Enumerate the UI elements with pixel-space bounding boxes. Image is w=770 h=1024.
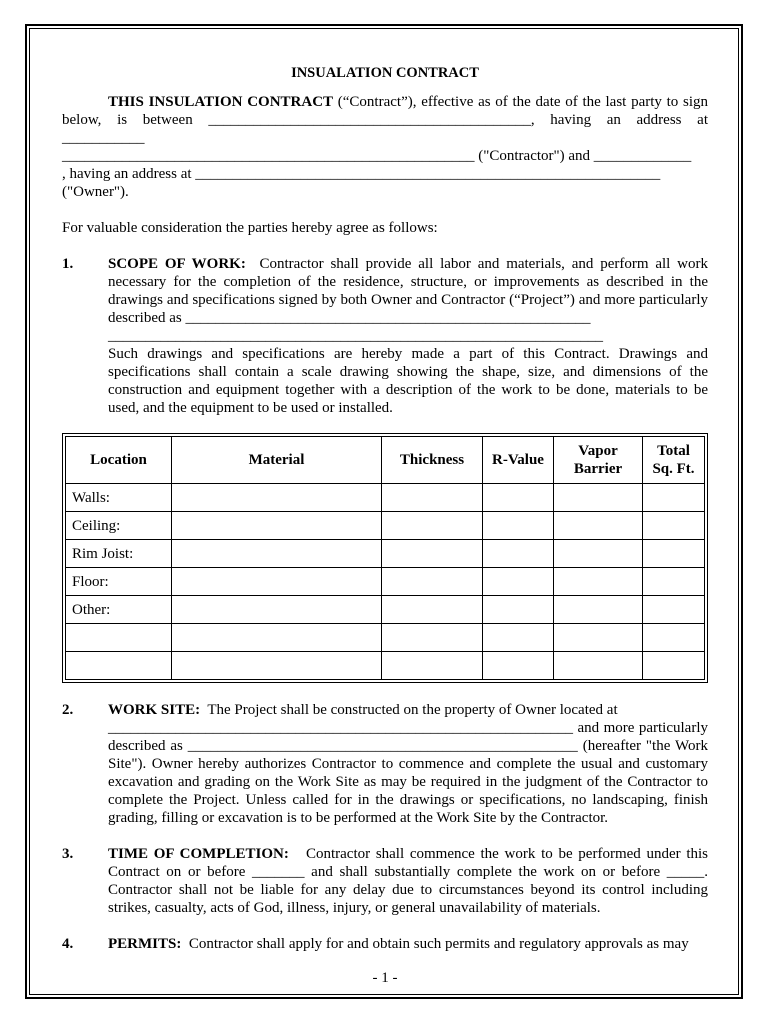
- section-text: WORK SITE: The Project shall be constructed on the property of Owner located at: [108, 702, 618, 718]
- cell[interactable]: [643, 568, 705, 596]
- insulation-table: [65, 436, 705, 680]
- cell[interactable]: [382, 596, 483, 624]
- document-title: INSUALATION CONTRACT: [291, 65, 479, 81]
- col-header-material: Material: [172, 437, 382, 484]
- table-row: [66, 596, 705, 624]
- cell[interactable]: [172, 484, 382, 512]
- section-heading: PERMITS:: [108, 936, 182, 952]
- section-number: 3.: [62, 846, 74, 862]
- cell[interactable]: [382, 624, 483, 652]
- cell[interactable]: [643, 540, 705, 568]
- cell[interactable]: [643, 596, 705, 624]
- cell[interactable]: [554, 568, 643, 596]
- col-header-r-value: R-Value: [483, 437, 554, 484]
- table-row: [66, 540, 705, 568]
- intro-paragraph: [62, 93, 708, 147]
- section-work-site: [62, 701, 708, 827]
- description-line: __________________________________________________________________: [108, 328, 603, 344]
- col-header-location: Location: [66, 437, 172, 484]
- cell[interactable]: [643, 484, 705, 512]
- section-heading: SCOPE OF WORK:: [108, 256, 246, 272]
- row-label: Other:: [66, 596, 172, 624]
- row-label: Rim Joist:: [66, 540, 172, 568]
- cell[interactable]: [382, 484, 483, 512]
- cell[interactable]: [172, 540, 382, 568]
- consideration-clause: For valuable consideration the parties hereby agree as follows:: [62, 220, 438, 236]
- cell[interactable]: [554, 624, 643, 652]
- cell[interactable]: [554, 652, 643, 680]
- cell[interactable]: [483, 568, 554, 596]
- intro-line-4: ("Owner").: [62, 184, 129, 200]
- cell[interactable]: [554, 512, 643, 540]
- cell[interactable]: [483, 512, 554, 540]
- cell[interactable]: [554, 540, 643, 568]
- cell[interactable]: [554, 596, 643, 624]
- row-label: Ceiling:: [66, 512, 172, 540]
- section-text: SCOPE OF WORK: Contractor shall provide all labor and materials, and perform all work necessary for the completion of the residence, structure, or improvements as described in the drawings and specifications signed by both Owner and Contractor (“Project”) and more particularly described as ______________________________________________________: [108, 256, 709, 326]
- section-permits: [62, 935, 708, 953]
- section-number: 1.: [62, 256, 74, 272]
- table-row: [66, 484, 705, 512]
- cell[interactable]: [643, 624, 705, 652]
- row-label: Floor:: [66, 568, 172, 596]
- section-heading: WORK SITE:: [108, 702, 201, 718]
- section-heading: TIME OF COMPLETION:: [108, 846, 289, 862]
- section-text-continued: Such drawings and specifications are hereby made a part of this Contract. Drawings and specifications shall contain a scale drawing showing the shape, size, and dimensions of the construction and equipment together with a description of the work to be done, materials to be used, and the equipment to be used or installed.: [108, 346, 708, 416]
- cell[interactable]: [172, 596, 382, 624]
- cell[interactable]: [483, 624, 554, 652]
- cell[interactable]: [382, 568, 483, 596]
- section-time-of-completion: [62, 845, 708, 917]
- cell[interactable]: [483, 540, 554, 568]
- section-number: 4.: [62, 936, 74, 952]
- row-label: Walls:: [66, 484, 172, 512]
- table-row: [66, 568, 705, 596]
- cell[interactable]: [382, 512, 483, 540]
- cell[interactable]: [172, 512, 382, 540]
- table-row: [66, 512, 705, 540]
- table-row: [66, 624, 705, 652]
- cell[interactable]: [172, 652, 382, 680]
- table-row: [66, 652, 705, 680]
- contract-document: [62, 64, 708, 953]
- section-number: 2.: [62, 702, 74, 718]
- cell[interactable]: [382, 652, 483, 680]
- row-label[interactable]: [66, 624, 172, 652]
- cell[interactable]: [483, 652, 554, 680]
- cell[interactable]: [643, 512, 705, 540]
- cell[interactable]: [172, 624, 382, 652]
- section-scope-of-work: [62, 255, 708, 417]
- cell[interactable]: [554, 484, 643, 512]
- page-number: - 1 -: [372, 970, 398, 986]
- intro-bold: THIS INSULATION CONTRACT: [108, 94, 334, 110]
- section-text: PERMITS: Contractor shall apply for and obtain such permits and regulatory approvals as may: [108, 936, 689, 952]
- cell[interactable]: [483, 484, 554, 512]
- cell[interactable]: [172, 568, 382, 596]
- col-header-vapor-barrier: Vapor Barrier: [554, 437, 643, 484]
- intro-line-2: _______________________________________________________ ("Contractor") and _____________: [62, 148, 692, 164]
- intro-text-1: (“Contract”), effective as of the date of the last party to sign below, is between ___________________________________________, having an address at ___________: [62, 94, 708, 146]
- section-text-continued: ______________________________________________________________ and more particularly described as ____________________________________________________ (hereafter "the Work Site"). Owner hereby authorizes Contractor to commence and complete the usual and customary excavation and grading on the Work Site as may be required in the judgment of the Contractor to complete the Project. Unless called for in the drawings or specifications, no landscaping, finish grading, filling or excavation is to be performed at the Work Site by the Contractor.: [108, 720, 708, 826]
- table-header-row: [66, 437, 705, 484]
- intro-line-3: , having an address at ______________________________________________________________: [62, 166, 661, 182]
- cell[interactable]: [483, 596, 554, 624]
- cell[interactable]: [643, 652, 705, 680]
- cell[interactable]: [382, 540, 483, 568]
- row-label[interactable]: [66, 652, 172, 680]
- col-header-total-sq-ft: Total Sq. Ft.: [643, 437, 705, 484]
- insulation-table-frame: [62, 433, 708, 683]
- section-text: TIME OF COMPLETION: Contractor shall commence the work to be performed under this Contract on or before _______ and shall substantially complete the work on or before _____. Contractor shall not be liable for any delay due to circumstances beyond its control including strikes, casualty, acts of God, illness, injury, or general unavailability of materials.: [108, 846, 708, 916]
- col-header-thickness: Thickness: [382, 437, 483, 484]
